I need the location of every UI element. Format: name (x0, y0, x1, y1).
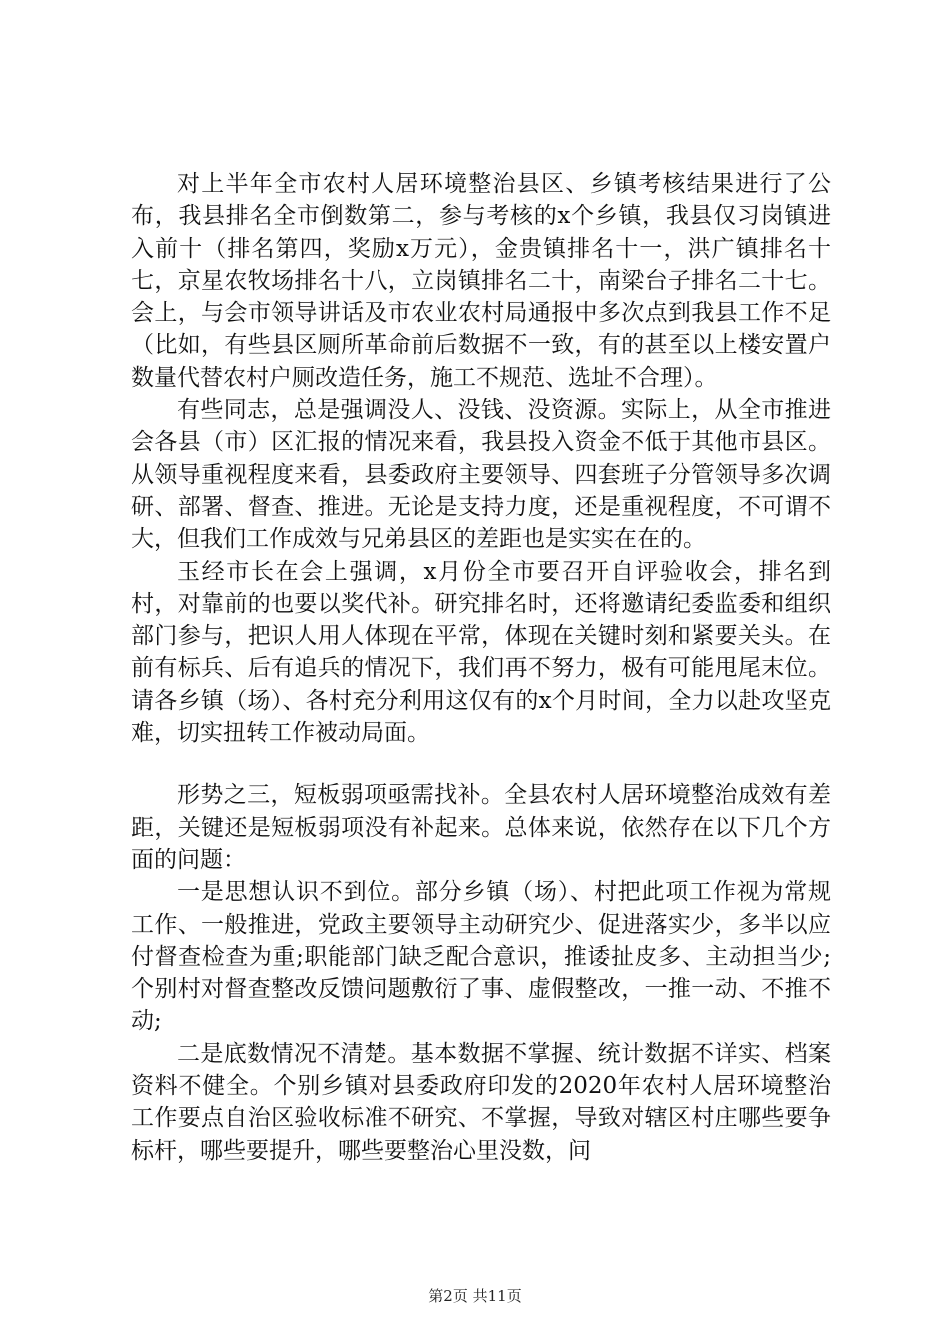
paragraph: 二是底数情况不清楚。基本数据不掌握、统计数据不详实、档案资料不健全。个别乡镇对县委政府印发的2020年农村人居环境整治工作要点自治区验收标准不研究、不掌握，导致对辖区村庄哪些要争标杆，哪些要提升，哪些要整治心里没数，问 (131, 1040, 831, 1164)
paragraph: 玉经市长在会上强调，x月份全市要召开自评验收会，排名到村，对靠前的也要以奖代补。研究排名时，还将邀请纪委监委和组织部门参与，把识人用人体现在平常，体现在关键时刻和紧要关头。在前有标兵、后有追兵的情况下，我们再不努力，极有可能甩尾末位。请各乡镇（场）、各村充分利用这仅有的x个月时间，全力以赴攻坚克难，切实扭转工作被动局面。 (131, 558, 831, 747)
paragraph: 对上半年全市农村人居环境整治县区、乡镇考核结果进行了公布，我县排名全市倒数第二，参与考核的x个乡镇，我县仅习岗镇进入前十（排名第四，奖励x万元），金贵镇排名十一，洪广镇排名十七，京星农牧场排名十八，立岗镇排名二十，南梁台子排名二十七。会上，与会市领导讲话及市农业农村局通报中多次点到我县工作不足（比如，有些县区厕所革命前后数据不一致，有的甚至以上楼安置户数量代替农村户厕改造任务，施工不规范、选址不合理）。 (131, 171, 831, 391)
paragraph: 形势之三，短板弱项亟需找补。全县农村人居环境整治成效有差距，关键还是短板弱项没有补起来。总体来说，依然存在以下几个方面的问题： (131, 782, 831, 873)
paragraph: 有些同志，总是强调没人、没钱、没资源。实际上，从全市推进会各县（市）区汇报的情况来看，我县投入资金不低于其他市县区。从领导重视程度来看，县委政府主要领导、四套班子分管领导多次调研、部署、督查、推进。无论是支持力度，还是重视程度，不可谓不大，但我们工作成效与兄弟县区的差距也是实实在在的。 (131, 397, 831, 553)
paragraph-gap (131, 749, 831, 779)
document-body (131, 168, 831, 1167)
page-footer: 第2页 共11页 (428, 1287, 522, 1305)
paragraph: 一是思想认识不到位。部分乡镇（场）、村把此项工作视为常规工作、一般推进，党政主要领导主动研究少、促进落实少，多半以应付督查检查为重;职能部门缺乏配合意识，推诿扯皮多、主动担当少;个别村对督查整改反馈问题敷衍了事、虚假整改，一推一动、不推不动; (131, 879, 831, 1035)
